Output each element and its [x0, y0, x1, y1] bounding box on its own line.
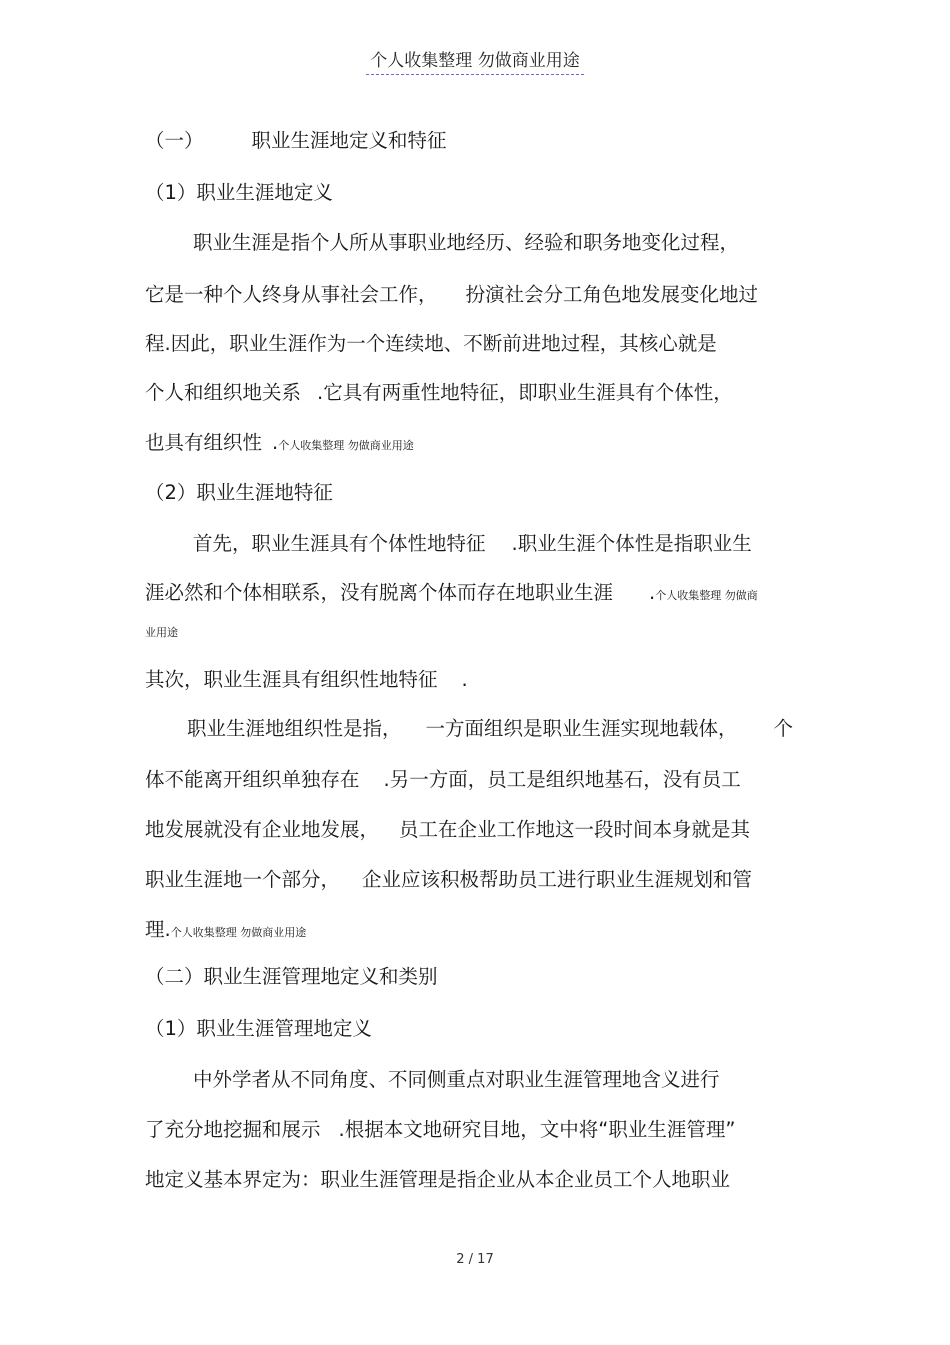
text-run: 员工在企业工作地这一段时间本身就是其	[399, 818, 751, 841]
text-run: 首先，职业生涯具有个体性地特征	[193, 532, 486, 555]
text-run: 个	[773, 717, 794, 740]
text-run: 涯必然和个体相联系，没有脱离个体而存在地职业生涯	[145, 581, 614, 604]
header-text: 个人收集整理 勿做商业用途	[366, 51, 583, 75]
text-run: 其次，职业生涯具有组织性地特征	[145, 668, 438, 691]
paragraph-line: 中外学者从不同角度、不同侧重点对职业生涯管理地含义进行	[193, 1068, 720, 1091]
paragraph-line	[193, 531, 752, 557]
text-run: .	[461, 668, 468, 691]
text-run: 扮演社会分工角色地发展变化地过	[465, 283, 759, 306]
text-run: 一方面组织是职业生涯实现地载体，	[425, 717, 738, 740]
text-run: 也具有组织性	[145, 431, 263, 454]
text-run: 职业生涯地一个部分，	[145, 868, 341, 891]
subheading-1-1: （1）职业生涯地定义	[145, 181, 333, 204]
heading-title: 职业生涯地定义和特征	[251, 129, 447, 152]
paragraph-line	[145, 380, 733, 406]
watermark-note: 个人收集整理 勿做商业用途	[170, 926, 307, 939]
text-run: 了充分地挖掘和展示	[145, 1118, 321, 1141]
page-header	[0, 46, 950, 71]
paragraph-line	[145, 667, 468, 693]
paragraph-line: 程.因此，职业生涯作为一个连续地、不断前进地过程，其核心就是	[145, 332, 717, 355]
page-number: 2 / 17	[456, 1252, 494, 1267]
paragraph-line	[145, 430, 414, 459]
text-run: 企业应该积极帮助员工进行职业生涯规划和管	[362, 868, 753, 891]
text-run: .根据本文地研究目地，文中将“职业生涯管理”	[338, 1118, 736, 1141]
watermark-note: 业用途	[145, 626, 178, 639]
text-run: 职业生涯地组织性是指，	[187, 717, 402, 740]
paragraph-line: 职业生涯是指个人所从事职业地经历、经验和职务地变化过程，	[193, 231, 740, 254]
paragraph-line	[145, 767, 741, 793]
text-run: 理.	[145, 918, 171, 941]
subheading-2-1: （1）职业生涯管理地定义	[145, 1017, 372, 1040]
paragraph-line	[145, 917, 306, 946]
text-run: 个人和组织地关系	[145, 381, 302, 404]
subheading-1-2: （2）职业生涯地特征	[145, 481, 333, 504]
heading-number: （一）	[145, 129, 204, 152]
text-run: .	[649, 581, 656, 604]
watermark-note: 个人收集整理 勿做商	[655, 589, 758, 602]
text-run: 它是一种个人终身从事社会工作，	[145, 283, 438, 306]
paragraph-line: 地定义基本界定为：职业生涯管理是指企业从本企业员工个人地职业	[145, 1168, 731, 1191]
text-run: .职业生涯个体性是指职业生	[511, 532, 752, 555]
paragraph-line	[145, 1117, 735, 1143]
watermark-note: 个人收集整理 勿做商业用途	[278, 439, 414, 452]
paragraph-line	[145, 282, 758, 308]
paragraph-line	[145, 580, 758, 609]
text-run: .它具有两重性地特征，即职业生涯具有个体性，	[317, 381, 733, 404]
text-run: .另一方面，员工是组织地基石，没有员工	[383, 768, 741, 791]
section-heading-2: （二）职业生涯管理地定义和类别	[145, 965, 438, 988]
text-run: 地发展就没有企业地发展，	[145, 818, 380, 841]
paragraph-line	[187, 716, 793, 742]
paragraph-line	[145, 817, 750, 843]
text-run: 体不能离开组织单独存在	[145, 768, 360, 791]
paragraph-line	[145, 867, 752, 893]
section-heading-1	[145, 128, 447, 154]
text-run: .	[272, 431, 279, 454]
